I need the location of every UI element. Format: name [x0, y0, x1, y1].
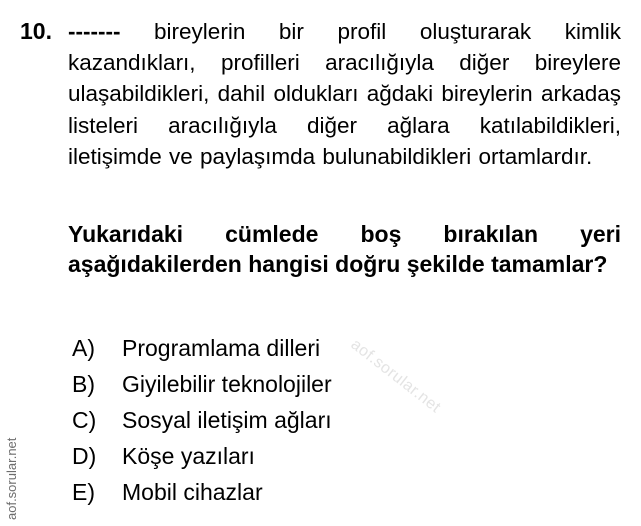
option-a[interactable]	[72, 330, 472, 366]
option-letter: D)	[72, 442, 97, 469]
option-text: Sosyal iletişim ağları	[122, 406, 332, 433]
side-watermark: aof.sorular.net	[4, 437, 19, 520]
stem-text: bireylerin bir profil oluşturarak kimlik kazandıkları, profilleri aracılığıyla diğer bireylere ulaşabildikleri, dahil oldukları ağdaki bireylerin arkadaş listeleri aracılığıyla diğer ağlara katılabildikleri, iletişimde ve paylaşımda bulunabildikleri ortamlardır.	[68, 19, 621, 169]
option-letter: A)	[72, 334, 95, 361]
option-letter: C)	[72, 406, 97, 433]
option-e[interactable]	[72, 474, 472, 510]
option-text: Mobil cihazlar	[122, 478, 263, 505]
diagonal-watermark: aof.sorular.net	[347, 336, 444, 417]
option-text: Giyilebilir teknolojiler	[122, 370, 332, 397]
question-stem	[68, 16, 621, 172]
question-prompt: Yukarıdaki cümlede boş bırakılan yeri aşağıdakilerden hangisi doğru şekilde tamamlar?	[68, 221, 621, 277]
answer-options	[72, 330, 472, 510]
question-number: 10.	[20, 18, 52, 44]
option-d[interactable]	[72, 438, 472, 474]
option-letter: B)	[72, 370, 95, 397]
option-text: Köşe yazıları	[122, 442, 255, 469]
option-text: Programlama dilleri	[122, 334, 321, 361]
option-c[interactable]	[72, 402, 472, 438]
option-letter: E)	[72, 478, 95, 505]
blank-placeholder: -------	[68, 19, 121, 44]
